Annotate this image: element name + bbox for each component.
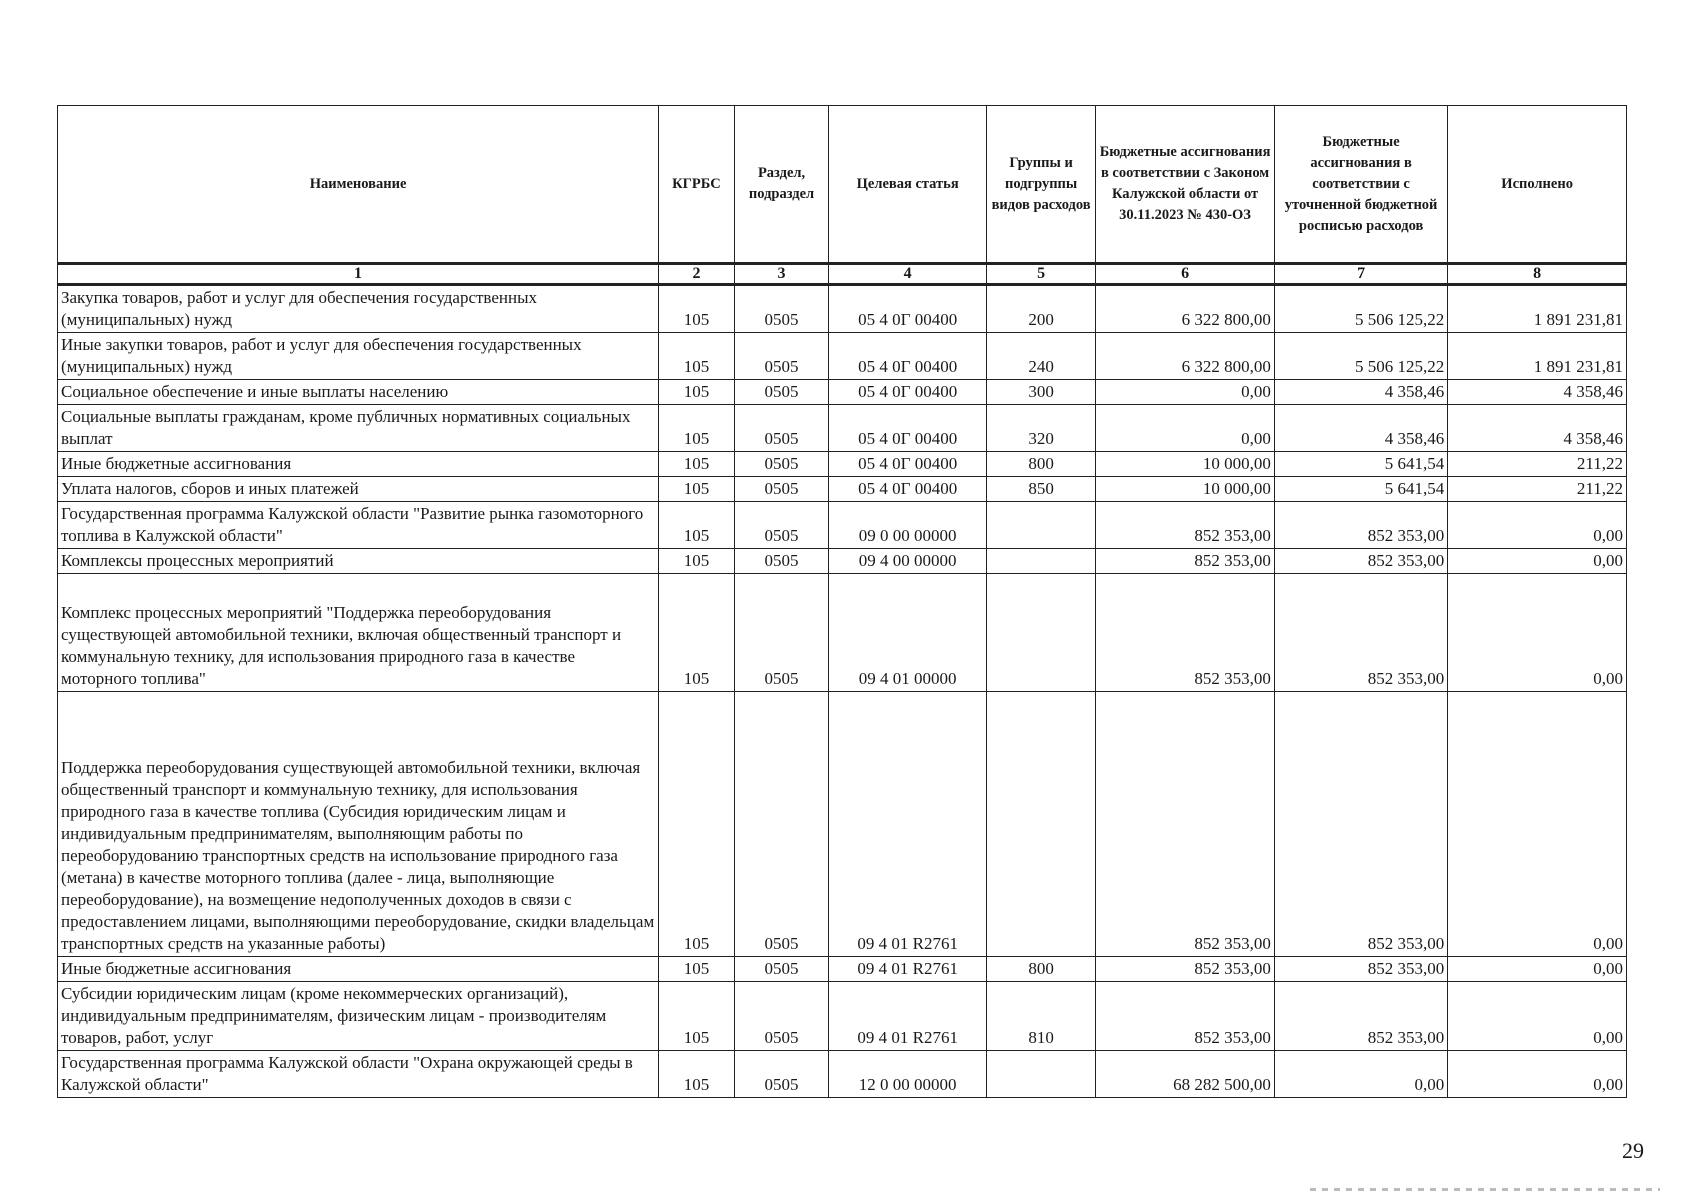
table-row (58, 549, 1627, 574)
row-name: Иные бюджетные ассигнования (58, 452, 659, 477)
row-done: 211,22 (1448, 452, 1627, 477)
row-name: Уплата налогов, сборов и иных платежей (58, 477, 659, 502)
row-law: 6 322 800,00 (1096, 285, 1275, 333)
row-kgrbs: 105 (659, 405, 735, 452)
row-statya: 09 4 01 R2761 (829, 692, 987, 957)
row-statya: 05 4 0Г 00400 (829, 285, 987, 333)
row-statya: 12 0 00 00000 (829, 1051, 987, 1098)
column-number-row (58, 264, 1627, 285)
row-name: Социальные выплаты гражданам, кроме публичных нормативных социальных выплат (58, 405, 659, 452)
row-name: Комплекс процессных мероприятий "Поддержка переоборудования существующей автомобильной техники, включая общественный транспорт и коммунальную технику, для использования природного газа в качестве моторного топлива" (58, 574, 659, 692)
row-law: 852 353,00 (1096, 982, 1275, 1051)
header-law: Бюджетные ассигнования в соответствии с Законом Калужской области от 30.11.2023 № 430-ОЗ (1096, 106, 1275, 264)
row-kgrbs: 105 (659, 957, 735, 982)
header-kgrbs: КГРБС (659, 106, 735, 264)
row-vid: 800 (986, 452, 1095, 477)
column-number: 3 (734, 264, 829, 285)
table-row (58, 502, 1627, 549)
header-vid: Группы и подгруппы видов расходов (986, 106, 1095, 264)
row-refined: 4 358,46 (1274, 405, 1447, 452)
row-statya: 09 0 00 00000 (829, 502, 987, 549)
row-vid (986, 549, 1095, 574)
page-number: 29 (1622, 1138, 1644, 1163)
header-refined: Бюджетные ассигнования в соответствии с уточненной бюджетной росписью расходов (1274, 106, 1447, 264)
row-done: 0,00 (1448, 502, 1627, 549)
row-statya: 09 4 01 R2761 (829, 982, 987, 1051)
row-vid: 240 (986, 333, 1095, 380)
row-statya: 09 4 01 R2761 (829, 957, 987, 982)
row-vid (986, 1051, 1095, 1098)
row-kgrbs: 105 (659, 285, 735, 333)
column-number: 7 (1274, 264, 1447, 285)
row-razdel: 0505 (734, 285, 829, 333)
row-vid: 810 (986, 982, 1095, 1051)
row-razdel: 0505 (734, 574, 829, 692)
row-done: 4 358,46 (1448, 380, 1627, 405)
table-row (58, 405, 1627, 452)
column-number: 1 (58, 264, 659, 285)
row-razdel: 0505 (734, 380, 829, 405)
row-name: Иные закупки товаров, работ и услуг для обеспечения государственных (муниципальных) нужд (58, 333, 659, 380)
row-refined: 0,00 (1274, 1051, 1447, 1098)
row-razdel: 0505 (734, 452, 829, 477)
row-statya: 05 4 0Г 00400 (829, 452, 987, 477)
row-done: 0,00 (1448, 1051, 1627, 1098)
table-row (58, 452, 1627, 477)
column-number: 5 (986, 264, 1095, 285)
row-name: Комплексы процессных мероприятий (58, 549, 659, 574)
row-refined: 852 353,00 (1274, 574, 1447, 692)
row-done: 1 891 231,81 (1448, 285, 1627, 333)
table-row (58, 957, 1627, 982)
header-razdel: Раздел, подраздел (734, 106, 829, 264)
header-statya: Целевая статья (829, 106, 987, 264)
row-razdel: 0505 (734, 549, 829, 574)
row-razdel: 0505 (734, 1051, 829, 1098)
header-row (58, 106, 1627, 264)
budget-table (57, 105, 1627, 1098)
row-done: 4 358,46 (1448, 405, 1627, 452)
row-refined: 4 358,46 (1274, 380, 1447, 405)
row-name: Государственная программа Калужской области "Охрана окружающей среды в Калужской области" (58, 1051, 659, 1098)
row-done: 1 891 231,81 (1448, 333, 1627, 380)
row-vid (986, 692, 1095, 957)
row-kgrbs: 105 (659, 982, 735, 1051)
row-law: 852 353,00 (1096, 692, 1275, 957)
row-statya: 05 4 0Г 00400 (829, 333, 987, 380)
row-statya: 05 4 0Г 00400 (829, 380, 987, 405)
row-done: 0,00 (1448, 574, 1627, 692)
column-number: 8 (1448, 264, 1627, 285)
column-number: 6 (1096, 264, 1275, 285)
row-refined: 5 506 125,22 (1274, 333, 1447, 380)
row-refined: 852 353,00 (1274, 957, 1447, 982)
row-law: 68 282 500,00 (1096, 1051, 1275, 1098)
row-law: 10 000,00 (1096, 452, 1275, 477)
row-kgrbs: 105 (659, 1051, 735, 1098)
table-row (58, 692, 1627, 957)
row-law: 6 322 800,00 (1096, 333, 1275, 380)
row-vid: 300 (986, 380, 1095, 405)
row-refined: 852 353,00 (1274, 502, 1447, 549)
row-name: Субсидии юридическим лицам (кроме некоммерческих организаций), индивидуальным предпринимателям, физическим лицам - производителям товаров, работ, услуг (58, 982, 659, 1051)
header-name: Наименование (58, 106, 659, 264)
table-row (58, 380, 1627, 405)
row-kgrbs: 105 (659, 549, 735, 574)
row-vid: 800 (986, 957, 1095, 982)
table-row (58, 1051, 1627, 1098)
row-kgrbs: 105 (659, 502, 735, 549)
row-name: Социальное обеспечение и иные выплаты населению (58, 380, 659, 405)
row-name: Иные бюджетные ассигнования (58, 957, 659, 982)
row-refined: 852 353,00 (1274, 692, 1447, 957)
row-law: 852 353,00 (1096, 574, 1275, 692)
row-statya: 09 4 01 00000 (829, 574, 987, 692)
header-done: Исполнено (1448, 106, 1627, 264)
row-vid: 200 (986, 285, 1095, 333)
row-done: 0,00 (1448, 982, 1627, 1051)
row-kgrbs: 105 (659, 477, 735, 502)
row-done: 0,00 (1448, 957, 1627, 982)
row-razdel: 0505 (734, 333, 829, 380)
row-kgrbs: 105 (659, 333, 735, 380)
row-refined: 5 506 125,22 (1274, 285, 1447, 333)
table-row (58, 982, 1627, 1051)
scan-artifact (1310, 1188, 1660, 1191)
row-razdel: 0505 (734, 477, 829, 502)
row-razdel: 0505 (734, 502, 829, 549)
row-refined: 852 353,00 (1274, 982, 1447, 1051)
row-statya: 05 4 0Г 00400 (829, 477, 987, 502)
row-law: 852 353,00 (1096, 502, 1275, 549)
row-vid: 320 (986, 405, 1095, 452)
row-razdel: 0505 (734, 957, 829, 982)
row-kgrbs: 105 (659, 574, 735, 692)
row-kgrbs: 105 (659, 692, 735, 957)
row-name: Государственная программа Калужской области "Развитие рынка газомоторного топлива в Калужской области" (58, 502, 659, 549)
row-law: 0,00 (1096, 380, 1275, 405)
row-razdel: 0505 (734, 405, 829, 452)
row-done: 0,00 (1448, 692, 1627, 957)
row-law: 852 353,00 (1096, 549, 1275, 574)
row-razdel: 0505 (734, 692, 829, 957)
row-refined: 5 641,54 (1274, 477, 1447, 502)
row-refined: 5 641,54 (1274, 452, 1447, 477)
row-done: 211,22 (1448, 477, 1627, 502)
table-row (58, 285, 1627, 333)
row-law: 0,00 (1096, 405, 1275, 452)
row-kgrbs: 105 (659, 380, 735, 405)
row-vid (986, 574, 1095, 692)
table-row (58, 477, 1627, 502)
row-razdel: 0505 (734, 982, 829, 1051)
row-law: 10 000,00 (1096, 477, 1275, 502)
row-vid (986, 502, 1095, 549)
row-kgrbs: 105 (659, 452, 735, 477)
row-law: 852 353,00 (1096, 957, 1275, 982)
table-row (58, 333, 1627, 380)
row-name: Закупка товаров, работ и услуг для обеспечения государственных (муниципальных) нужд (58, 285, 659, 333)
row-vid: 850 (986, 477, 1095, 502)
row-refined: 852 353,00 (1274, 549, 1447, 574)
column-number: 4 (829, 264, 987, 285)
row-statya: 09 4 00 00000 (829, 549, 987, 574)
table-row (58, 574, 1627, 692)
row-name: Поддержка переоборудования существующей автомобильной техники, включая общественный транспорт и коммунальную технику, для использования природного газа в качестве топлива (Субсидия юридическим лицам и индивидуальным предпринимателям, выполняющим работы по переоборудованию транспортных средств на использование природного газа (метана) в качестве моторного топлива (далее - лица, выполняющие переоборудование), на возмещение недополученных доходов в связи с предоставлением лицами, выполняющими переоборудование, скидки владельцам транспортных средств на указанные работы) (58, 692, 659, 957)
row-statya: 05 4 0Г 00400 (829, 405, 987, 452)
column-number: 2 (659, 264, 735, 285)
row-done: 0,00 (1448, 549, 1627, 574)
